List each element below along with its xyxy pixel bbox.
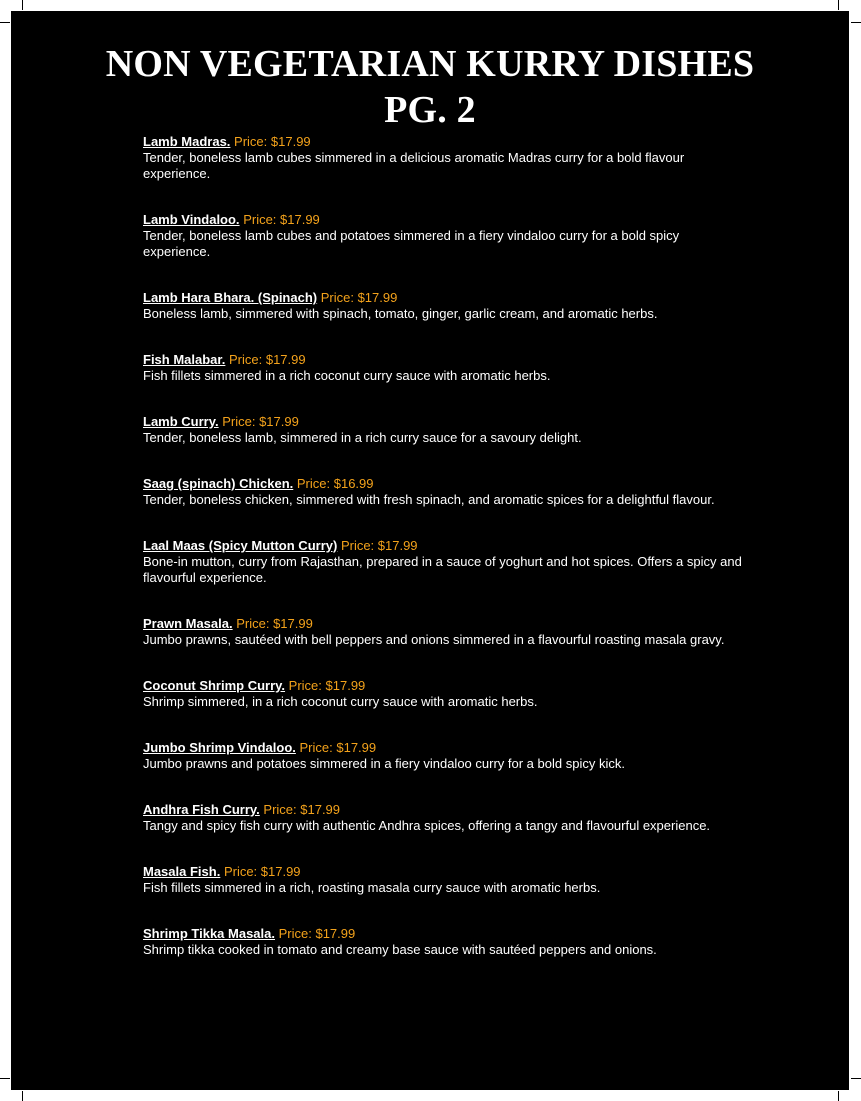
- dish-description: Boneless lamb, simmered with spinach, tomato, ginger, garlic cream, and aromatic herbs.: [143, 306, 658, 321]
- menu-item: [143, 864, 743, 896]
- dish-price: Price: $16.99: [296, 476, 374, 491]
- dish-price: Price: $17.99: [340, 538, 418, 553]
- dish-price: Price: $17.99: [263, 802, 341, 817]
- crop-mark: [0, 1078, 10, 1079]
- crop-mark: [838, 0, 839, 10]
- dish-name: Coconut Shrimp Curry.: [143, 678, 286, 693]
- dish-name: Masala Fish.: [143, 864, 221, 879]
- menu-item-header: [143, 414, 743, 430]
- menu-sheet: [11, 11, 849, 1090]
- dish-price: Price: $17.99: [223, 864, 301, 879]
- menu-item: [143, 616, 743, 648]
- dish-description: Fish fillets simmered in a rich, roasting masala curry sauce with aromatic herbs.: [143, 880, 601, 895]
- dish-description: Jumbo prawns and potatoes simmered in a fiery vindaloo curry for a bold spicy kick.: [143, 756, 625, 771]
- dish-price: Price: $17.99: [320, 290, 398, 305]
- dish-description: Tangy and spicy fish curry with authentic Andhra spices, offering a tangy and flavourful experience.: [143, 818, 711, 833]
- dish-name: Lamb Curry.: [143, 414, 219, 429]
- menu-item-header: [143, 802, 743, 818]
- dish-name: Shrimp Tikka Masala.: [143, 926, 275, 941]
- menu-item: [143, 134, 743, 182]
- dish-name: Laal Maas (Spicy Mutton Curry): [143, 538, 338, 553]
- menu-item-header: [143, 290, 743, 306]
- menu-item-header: [143, 926, 743, 942]
- menu-item-header: [143, 476, 743, 492]
- dish-name: Andhra Fish Curry.: [143, 802, 260, 817]
- dish-name: Lamb Madras.: [143, 134, 231, 149]
- dish-description: Tender, boneless lamb cubes and potatoes simmered in a fiery vindaloo curry for a bold spicy experience.: [143, 228, 680, 259]
- menu-item-header: [143, 538, 743, 554]
- dish-description: Bone-in mutton, curry from Rajasthan, prepared in a sauce of yoghurt and hot spices. Offers a spicy and flavourful experience.: [143, 554, 742, 585]
- crop-mark: [0, 22, 10, 23]
- menu-item: [143, 414, 743, 446]
- dish-price: Price: $17.99: [222, 414, 299, 429]
- page-title-line-1: NON VEGETARIAN KURRY DISHES: [105, 43, 755, 85]
- menu-item: [143, 290, 743, 322]
- page-title: [11, 41, 849, 133]
- menu-item: [143, 740, 743, 772]
- menu-item: [143, 802, 743, 834]
- dish-description: Tender, boneless lamb cubes simmered in a delicious aromatic Madras curry for a bold flavour experience.: [143, 150, 685, 181]
- dish-price: Price: $17.99: [288, 678, 366, 693]
- menu-item-header: [143, 212, 743, 228]
- dish-name: Lamb Vindaloo.: [143, 212, 240, 227]
- menu-item-header: [143, 134, 743, 150]
- menu-item-header: [143, 616, 743, 632]
- page-title-line-2: PG. 2: [384, 89, 476, 131]
- dish-price: Price: $17.99: [278, 926, 356, 941]
- dish-description: Tender, boneless chicken, simmered with fresh spinach, and aromatic spices for a delightful flavour.: [143, 492, 715, 507]
- menu-item: [143, 538, 743, 586]
- dish-name: Jumbo Shrimp Vindaloo.: [143, 740, 296, 755]
- dish-name: Saag (spinach) Chicken.: [143, 476, 294, 491]
- dish-description: Shrimp tikka cooked in tomato and creamy base sauce with sautéed peppers and onions.: [143, 942, 657, 957]
- dish-price: Price: $17.99: [243, 212, 320, 227]
- dish-price: Price: $17.99: [234, 134, 311, 149]
- dish-price: Price: $17.99: [299, 740, 377, 755]
- crop-mark: [22, 0, 23, 10]
- dish-name: Lamb Hara Bhara. (Spinach): [143, 290, 318, 305]
- menu-item-header: [143, 740, 743, 756]
- menu-item: [143, 476, 743, 508]
- dish-price: Price: $17.99: [236, 616, 313, 631]
- menu-item: [143, 212, 743, 260]
- menu-item: [143, 352, 743, 384]
- menu-item: [143, 678, 743, 710]
- dish-name: Prawn Masala.: [143, 616, 233, 631]
- dish-description: Fish fillets simmered in a rich coconut curry sauce with aromatic herbs.: [143, 368, 551, 383]
- crop-mark: [851, 1078, 861, 1079]
- dish-name: Fish Malabar.: [143, 352, 226, 367]
- dish-description: Shrimp simmered, in a rich coconut curry sauce with aromatic herbs.: [143, 694, 538, 709]
- menu-item: [143, 926, 743, 958]
- dish-description: Jumbo prawns, sautéed with bell peppers and onions simmered in a flavourful roasting masala gravy.: [143, 632, 725, 647]
- dish-price: Price: $17.99: [229, 352, 306, 367]
- dish-description: Tender, boneless lamb, simmered in a rich curry sauce for a savoury delight.: [143, 430, 582, 445]
- menu-item-list: [143, 134, 743, 988]
- menu-item-header: [143, 352, 743, 368]
- menu-item-header: [143, 864, 743, 880]
- crop-mark: [838, 1091, 839, 1101]
- crop-mark: [851, 22, 861, 23]
- crop-mark: [22, 1091, 23, 1101]
- menu-item-header: [143, 678, 743, 694]
